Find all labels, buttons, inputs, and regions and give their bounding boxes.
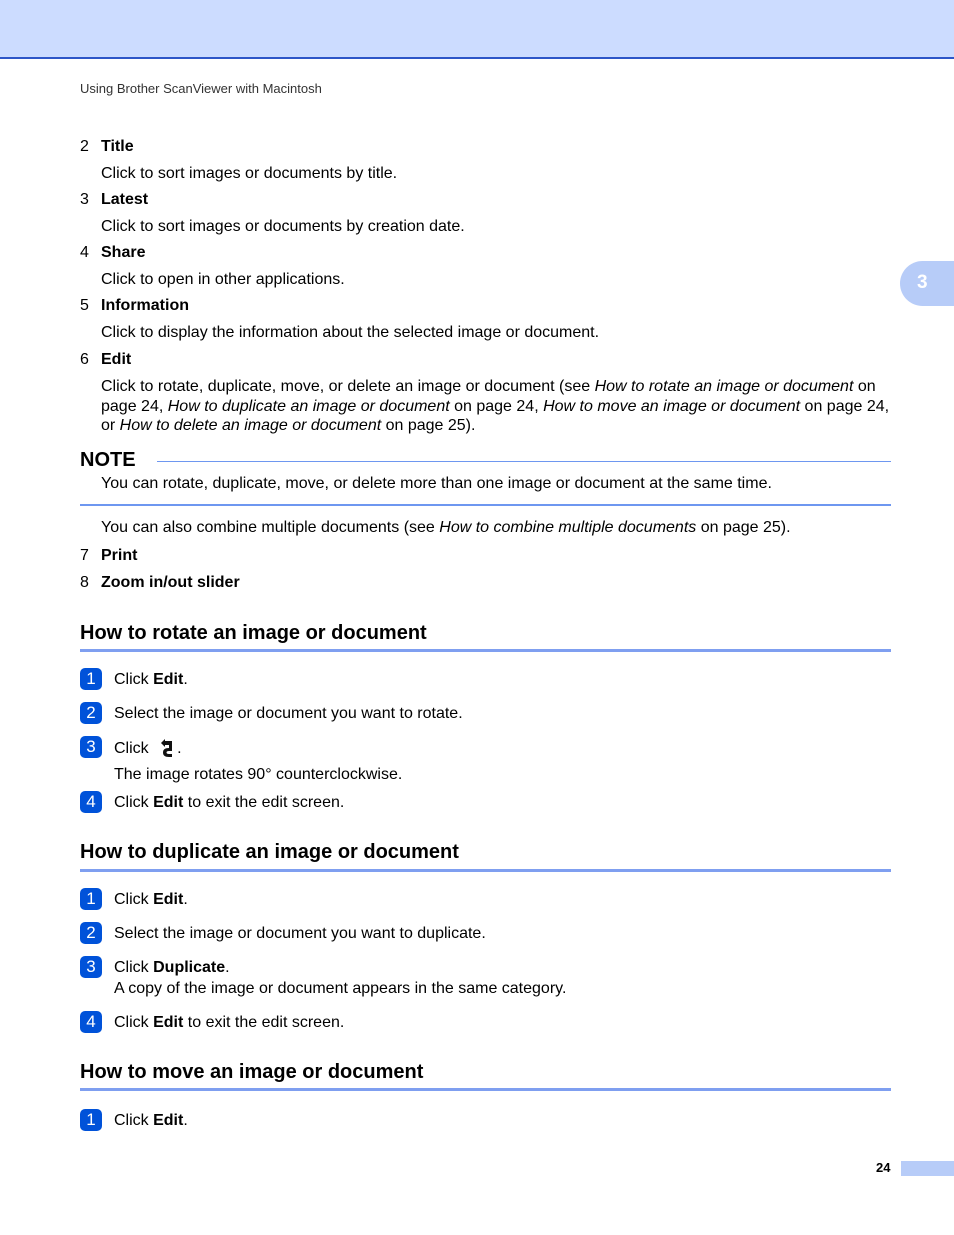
xref-move: How to move an image or document (543, 397, 801, 415)
note-label: NOTE (80, 449, 136, 471)
footer-tab (901, 1161, 954, 1176)
item-number: 6 (80, 351, 89, 368)
xref-rotate: How to rotate an image or document (594, 378, 854, 395)
item-number: 5 (80, 297, 89, 314)
item-title-latest: Latest (101, 191, 149, 208)
step-text: Click Edit to exit the edit screen. (114, 794, 345, 811)
section-heading-duplicate: How to duplicate an image or document (80, 841, 459, 863)
item-number: 2 (80, 138, 89, 155)
xref-combine: How to combine multiple documents (439, 519, 697, 536)
item-title-share: Share (101, 244, 146, 261)
item-title-information: Information (101, 297, 189, 314)
running-title: Using Brother ScanViewer with Macintosh (80, 81, 322, 96)
step-number-icon: 1 (80, 1109, 102, 1131)
combine-text: You can also combine multiple documents (see How to combine multiple documents on page 25). (101, 519, 791, 536)
item-title-print: Print (101, 547, 138, 564)
item-number: 3 (80, 191, 89, 208)
item-title-edit: Edit (101, 351, 132, 368)
step-text: Click . The image rotates 90° counterclockwise. (114, 740, 403, 783)
step-number-icon: 1 (80, 888, 102, 910)
step-text: Click Edit to exit the edit screen. (114, 1014, 345, 1031)
step-text: Click Edit. (114, 671, 188, 688)
step-text: Click Edit. (114, 1112, 188, 1129)
item-description: Click to open in other applications. (101, 271, 345, 288)
step-text: Select the image or document you want to rotate. (114, 705, 463, 722)
note-divider (80, 504, 891, 506)
item-description: Click to sort images or documents by creation date. (101, 218, 465, 235)
rotate-counterclockwise-icon (158, 738, 176, 765)
item-description: Click to sort images or documents by title. (101, 165, 398, 182)
step-number-icon: 1 (80, 668, 102, 690)
step-text: Click Duplicate. A copy of the image or document appears in the same category. (114, 959, 567, 997)
xref-delete: How to delete an image or document (119, 417, 382, 434)
item-number: 8 (80, 574, 89, 591)
item-number: 7 (80, 547, 89, 564)
item-description: Click to display the information about the selected image or document. (101, 324, 600, 341)
section-heading-rotate: How to rotate an image or document (80, 622, 427, 644)
step-number-icon: 2 (80, 702, 102, 724)
section-rule (80, 1088, 891, 1091)
item-number: 4 (80, 244, 89, 261)
step-number-icon: 2 (80, 922, 102, 944)
step-text: Click Edit. (114, 891, 188, 908)
step-number-icon: 4 (80, 791, 102, 813)
chapter-tab (900, 261, 954, 306)
step-number-icon: 4 (80, 1011, 102, 1033)
item-title-title: Title (101, 138, 134, 155)
chapter-number: 3 (917, 272, 928, 293)
step-number-icon: 3 (80, 956, 102, 978)
note-text: You can rotate, duplicate, move, or delete more than one image or document at the same time. (101, 475, 772, 492)
header-band (0, 0, 954, 59)
step-text: Select the image or document you want to duplicate. (114, 925, 486, 942)
step-number-icon: 3 (80, 736, 102, 758)
section-heading-move: How to move an image or document (80, 1061, 424, 1083)
section-rule (80, 869, 891, 872)
section-rule (80, 649, 891, 652)
note-divider (157, 461, 891, 462)
edit-description: Click to rotate, duplicate, move, or delete an image or document (see How to rotate an image or document on page 24, How to duplicate an image or document on page 24, How to move an image or document on page 24, or How to delete an image or document on page 25). (101, 378, 890, 434)
item-title-zoom: Zoom in/out slider (101, 574, 240, 591)
xref-duplicate: How to duplicate an image or document (167, 397, 450, 415)
page-number: 24 (876, 1160, 891, 1175)
